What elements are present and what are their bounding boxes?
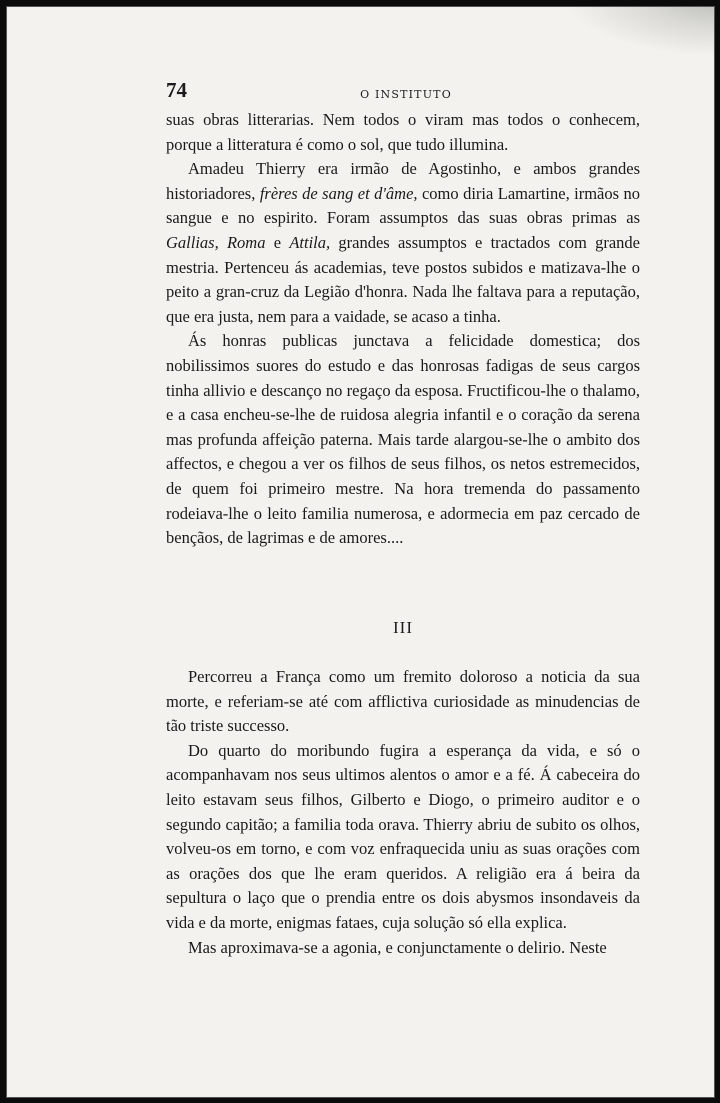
paragraph: suas obras litterarias. Nem todos o viram mas todos o conhecem, porque a litteratura é como o sol, que tudo illumina. xyxy=(166,110,640,154)
paragraph: Do quarto do moribundo fugira a esperança da vida, e só o acompanhavam nos seus ultimos alentos o amor e a fé. Á cabeceira do leito estavam seus filhos, Gilberto e Diogo, o primeiro auditor e o segundo capitão; a familia toda orava. Thierry abriu de subito os olhos, volveu-os em torno, e com voz enfraquecida uniu as suas orações com as orações dos que lhe eram queridos. A religião era á beira da sepultura o laço que o prendia entre os dois abysmos insondaveis da vida e da morte, enigmas fataes, cuja solução só ella explica. xyxy=(166,740,640,932)
paragraph: Mas aproximava-se a agonia, e conjunctamente o delirio. Neste xyxy=(188,937,607,957)
paragraph: Percorreu a França como um fremito doloroso a noticia da sua morte, e referiam-se até com afflictiva curiosidade as minudencias de tão triste successo. xyxy=(166,667,640,736)
italic-title: Gallias, Roma xyxy=(166,232,266,252)
page-number: 74 xyxy=(166,78,187,102)
page-header xyxy=(166,78,646,104)
paragraph: Ás honras publicas junctava a felicidade domestica; dos nobilissimos suores do estudo e das honrosas fadigas de seus cargos tinha allivio e descanço no regaço da esposa. Fructificou-lhe o thalamo, e a casa encheu-se-lhe de ruidosa alegria infantil e o coração da serena mas profunda affeição paterna. Mais tarde alargou-se-lhe o ambito dos affectos, e chegou a ver os filhos de seus filhos, os netos estremecidos, de quem foi primeiro mestre. Na hora tremenda do passamento rodeiava-lhe o leito familia numerosa, e adormecia em paz cercado de bençãos, de lagrimas e de amores.... xyxy=(166,331,640,548)
running-title: O INSTITUTO xyxy=(360,88,452,101)
text-block-2 xyxy=(166,665,640,960)
page-corner-shadow xyxy=(564,6,715,57)
paragraph: Amadeu Thierry era irmão de Agostinho, e ambos grandes historiadores, frères de sang et d'âme, como diria Lamartine, irmãos no sangue e no espirito. Foram assumptos das suas obras primas as Gallias, Roma e Attila, grandes assumptos e tractados com grande mestria. Pertenceu ás academias, teve postos subidos e matizava-lhe o peito a gran-cruz da Legião d'honra. Nada lhe faltava para a reputação, que era justa, nem para a vaidade, se acaso a tinha. xyxy=(166,159,640,326)
section-heading: III xyxy=(393,618,413,637)
italic-title: Attila, xyxy=(289,232,331,252)
italic-phrase: frères de sang et d'âme, xyxy=(259,183,418,203)
text-block-1 xyxy=(166,108,640,551)
